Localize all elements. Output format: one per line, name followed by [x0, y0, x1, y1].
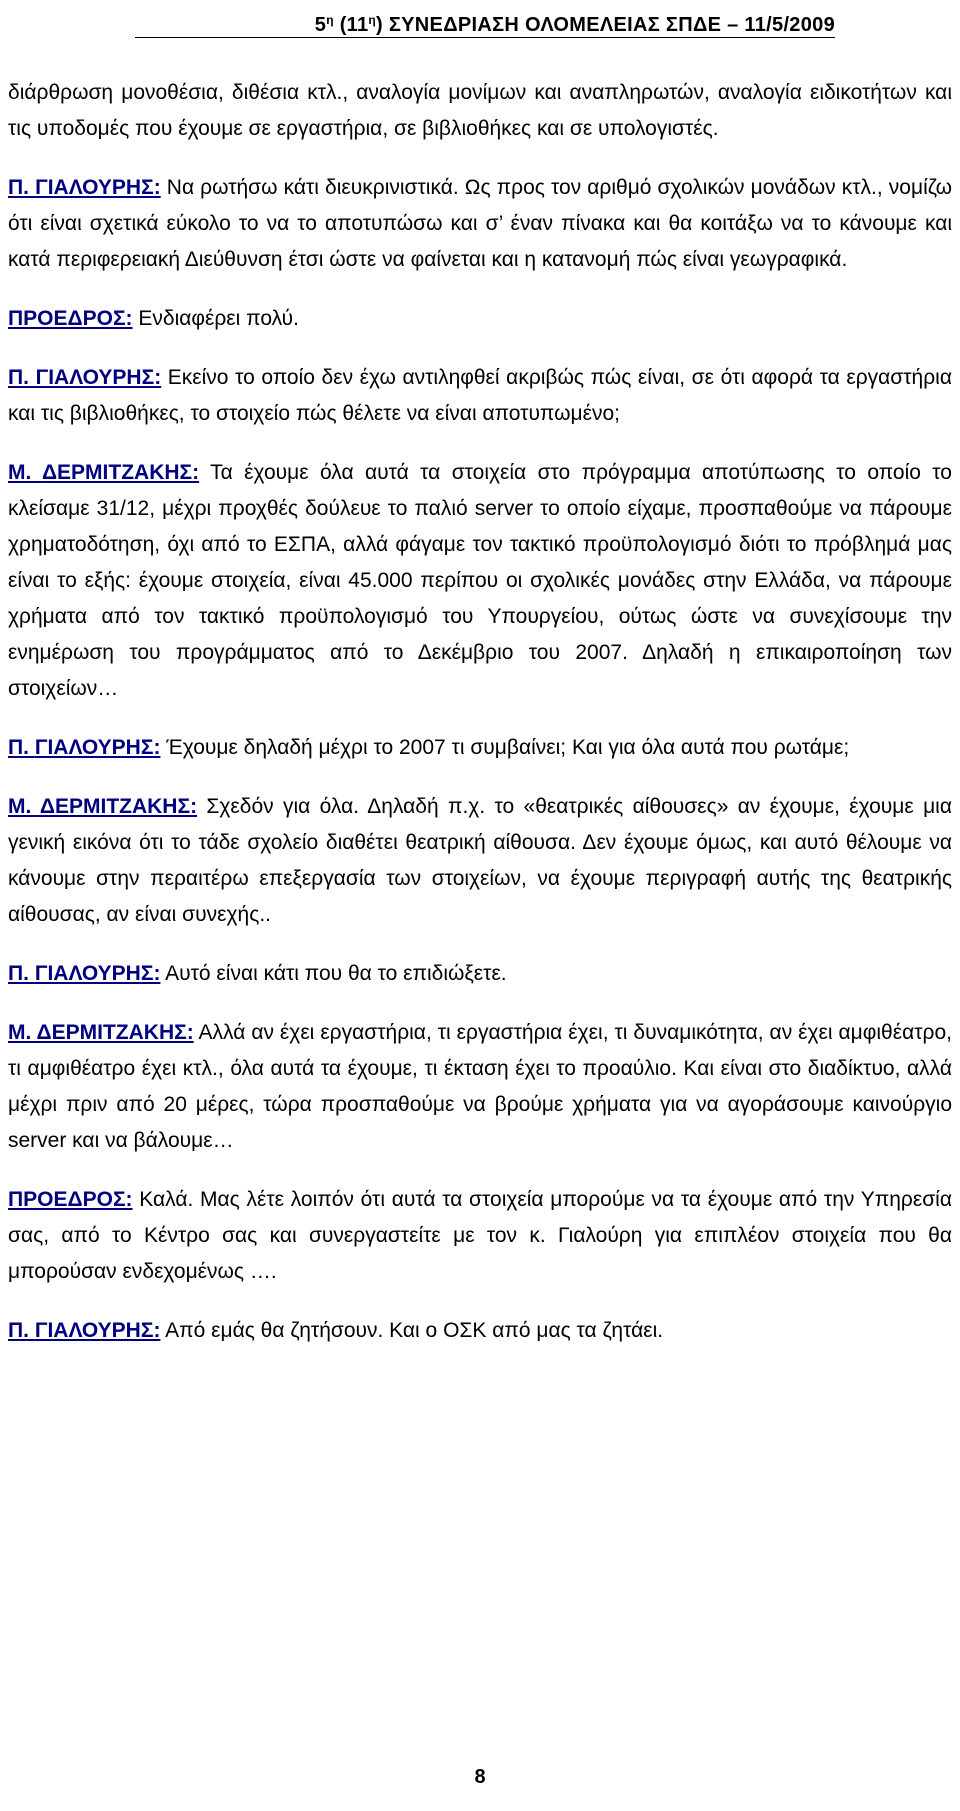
- speaker-label: [8, 176, 161, 199]
- paragraph-dermitzakis-1: [8, 455, 952, 707]
- paragraph-text: Ενδιαφέρει πολύ.: [132, 307, 299, 330]
- speaker-name: ΓΙΑΛΟΥΡΗΣ:: [35, 176, 161, 199]
- speaker-name: ΓΙΑΛΟΥΡΗΣ:: [35, 366, 162, 389]
- paragraph-gialouris-1: [8, 170, 952, 278]
- paragraph-text: Εκείνο το οποίο δεν έχω αντιληφθεί ακριβώς πώς είναι, σε ότι αφορά τα εργαστήρια και τις βιβλιοθήκες, το στοιχείο πώς θέλετε να είναι αποτυπωμένο;: [8, 366, 952, 425]
- paragraph-text: Σχεδόν για όλα. Δηλαδή π.χ. το «θεατρικές αίθουσες» αν έχουμε, έχουμε μια γενική εικόνα ότι το τάδε σχολείο διαθέτει θεατρική αίθουσα. Δεν έχουμε όμως, και αυτό θέλουμε να κάνουμε στην περαιτέρω επεξεργασία των στοιχείων, να έχουμε περιγραφή αυτής της θεατρικής αίθουσας, αν είναι συνεχής..: [8, 795, 952, 926]
- header-plenary-num: (11: [333, 14, 369, 36]
- transcript-body: [8, 75, 952, 1372]
- header-session-num: 5: [314, 14, 327, 36]
- paragraph-gialouris-2: [8, 360, 952, 432]
- speaker-name: ΓΙΑΛΟΥΡΗΣ:: [34, 736, 161, 759]
- paragraph-gialouris-5: [8, 1313, 952, 1349]
- speaker-name: ΠΡΟΕΔΡΟΣ:: [8, 1188, 133, 1211]
- speaker-name: ΔΕΡΜΙΤΖΑΚΗΣ:: [41, 461, 200, 484]
- paragraph-text: Έχουμε δηλαδή μέχρι το 2007 τι συμβαίνει; Και για όλα αυτά που ρωτάμε;: [160, 736, 850, 759]
- paragraph-proedros-2: [8, 1182, 952, 1290]
- speaker-prefix: Μ.: [8, 461, 42, 484]
- paragraph-proedros-1: [8, 301, 952, 337]
- paragraph-text: Από εμάς θα ζητήσουν. Και ο ΟΣΚ από μας τα ζητάει.: [160, 1319, 664, 1342]
- speaker-label: [8, 736, 160, 759]
- speaker-label: [8, 366, 161, 389]
- speaker-prefix: Π.: [8, 176, 36, 199]
- speaker-prefix: Μ.: [8, 1021, 37, 1044]
- paragraph-text: Τα έχουμε όλα αυτά τα στοιχεία στο πρόγραμμα αποτύπωσης το οποίο το κλείσαμε 31/12, μέχρι προχθές δούλευε το παλιό server το οποίο είχαμε, προσπαθούμε να πάρουμε χρηματοδότηση, όχι από το ΕΣΠΑ, αλλά φάγαμε τον τακτικό προϋπολογισμό διότι το πρόβλημά μας είναι το εξής: έχουμε στοιχεία, είναι 45.000 περίπου οι σχολικές μονάδες στην Ελλάδα, να πάρουμε χρήματα από τον τακτικό προϋπολογισμό του Υπουργείου, ούτως ώστε να συνεχίσουμε την ενημέρωση του προγράμματος από το Δεκέμβριο του 2007. Δηλαδή η επικαιροποίηση των στοιχείων…: [8, 461, 952, 700]
- page-header: [0, 4, 960, 52]
- speaker-name: ΔΕΡΜΙΤΖΑΚΗΣ:: [36, 1021, 194, 1044]
- paragraph-text: Αυτό είναι κάτι που θα το επιδιώξετε.: [160, 962, 507, 985]
- speaker-label: [8, 962, 160, 985]
- speaker-label: [8, 307, 133, 330]
- paragraph-gialouris-3: [8, 730, 952, 766]
- page-number: 8: [474, 1766, 486, 1788]
- header-sup-2: η: [368, 13, 377, 27]
- speaker-prefix: Π.: [8, 1319, 35, 1342]
- speaker-label: [8, 1021, 194, 1044]
- speaker-name: ΓΙΑΛΟΥΡΗΣ:: [34, 1319, 161, 1342]
- speaker-label: [8, 795, 197, 818]
- speaker-prefix: Π.: [8, 962, 35, 985]
- paragraph-continuation: [8, 75, 952, 147]
- header-rule: [135, 37, 835, 38]
- paragraph-text: Να ρωτήσω κάτι διευκρινιστικά. Ως προς τον αριθμό σχολικών μονάδων κτλ., νομίζω ότι είναι σχετικά εύκολο το να το αποτυπώσω και σ’ έναν πίνακα και θα κοιτάξω να το κάνουμε και κατά περιφερειακή Διεύθυνση έτσι ώστε να φαίνεται και η κατανομή πώς είναι γεωγραφικά.: [8, 176, 952, 271]
- header-sup-1: η: [326, 13, 334, 27]
- speaker-prefix: Π.: [8, 366, 36, 389]
- speaker-name: ΓΙΑΛΟΥΡΗΣ:: [34, 962, 161, 985]
- speaker-name: ΔΕΡΜΙΤΖΑΚΗΣ:: [39, 795, 198, 818]
- paragraph-dermitzakis-2: [8, 789, 952, 933]
- paragraph-gialouris-4: [8, 956, 952, 992]
- paragraph-dermitzakis-3: [8, 1015, 952, 1159]
- header-title: ) ΣΥΝΕΔΡΙΑΣΗ ΟΛΟΜΕΛΕΙΑΣ ΣΠΔΕ – 11/5/2009: [376, 14, 835, 36]
- speaker-label: [8, 1319, 160, 1342]
- paragraph-text: διάρθρωση μονοθέσια, διθέσια κτλ., αναλογία μονίμων και αναπληρωτών, αναλογία ειδικοτήτων και τις υποδομές που έχουμε σε εργαστήρια, σε βιβλιοθήκες και σε υπολογιστές.: [8, 81, 952, 140]
- speaker-name: ΠΡΟΕΔΡΟΣ:: [8, 307, 133, 330]
- paragraph-text: Αλλά αν έχει εργαστήρια, τι εργαστήρια έχει, τι δυναμικότητα, αν έχει αμφιθέατρο, τι αμφιθέατρο έχει κτλ., όλα αυτά τα έχουμε, τι έκταση έχει το προαύλιο. Και είναι στο διαδίκτυο, αλλά μέχρι πριν από 20 μέρες, τώρα προσπαθούμε να βρούμε χρήματα για να αγοράσουμε καινούργιο server και να βάλουμε…: [8, 1021, 952, 1152]
- paragraph-text: Καλά. Μας λέτε λοιπόν ότι αυτά τα στοιχεία μπορούμε να τα έχουμε από την Υπηρεσία σας, από το Κέντρο σας και συνεργαστείτε με τον κ. Γιαλούρη για επιπλέον στοιχεία που θα μπορούσαν ενδεχομένως ….: [8, 1188, 952, 1283]
- speaker-prefix: Π.: [8, 736, 35, 759]
- speaker-label: [8, 461, 199, 484]
- speaker-label: [8, 1188, 133, 1211]
- speaker-prefix: Μ.: [8, 795, 40, 818]
